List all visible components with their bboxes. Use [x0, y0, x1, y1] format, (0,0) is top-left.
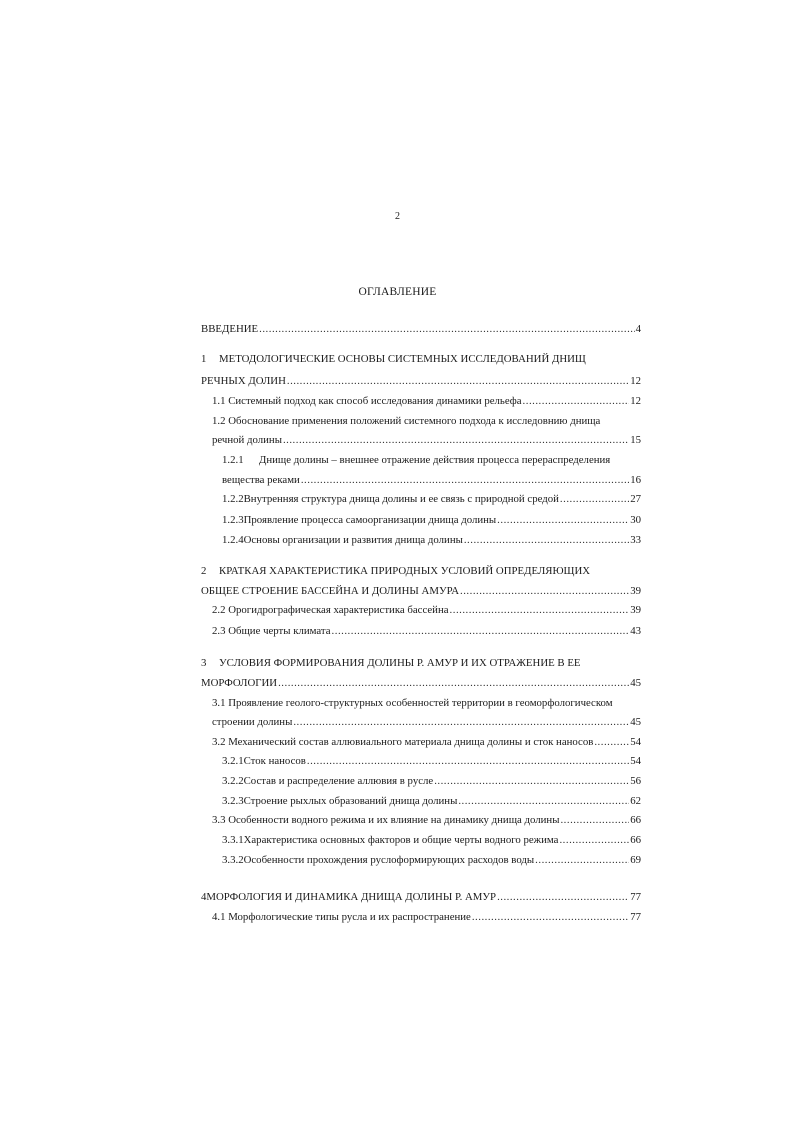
toc-section-3-1-line1[interactable]	[212, 696, 613, 710]
section-title: 4.1 Морфологические типы русла и их распространение	[212, 911, 471, 923]
toc-entry-page: 39	[630, 585, 641, 597]
toc-section-3-1-line2[interactable]	[212, 715, 641, 729]
chapter-title: УСЛОВИЯ ФОРМИРОВАНИЯ ДОЛИНЫ Р. АМУР И ИХ ОТРАЖЕНИЕ В ЕЕ	[219, 657, 581, 669]
toc-section-3-3[interactable]	[212, 813, 641, 827]
subsection-number: 1.2.2	[222, 493, 244, 505]
leader-dots	[458, 794, 629, 808]
toc-entry-page: 30	[630, 514, 641, 526]
toc-entry-page: 56	[630, 775, 641, 787]
leader-dots	[472, 910, 629, 924]
toc-subsection-1-2-2[interactable]	[222, 492, 641, 506]
toc-subsection-1-2-1-line2[interactable]	[222, 473, 641, 487]
subsection-number: 3.2.2	[222, 775, 244, 787]
subsection-number: 3.2.3	[222, 795, 244, 807]
leader-dots	[523, 394, 630, 408]
subsection-title: Характеристика основных факторов и общие черты водного режима	[243, 834, 559, 846]
toc-subsection-1-2-3[interactable]	[222, 513, 641, 527]
subsection-title-cont: вещества реками	[222, 474, 300, 486]
toc-section-1-1[interactable]	[212, 394, 641, 408]
leader-dots	[293, 715, 629, 729]
subsection-title: Основы организации и развития днища долины	[243, 534, 463, 546]
toc-entry-page: 12	[630, 395, 641, 407]
leader-dots	[434, 774, 629, 788]
toc-entry-page: 4	[635, 323, 641, 335]
leader-dots	[450, 603, 630, 617]
toc-entry-page: 43	[630, 625, 641, 637]
toc-entry-page: 77	[630, 911, 641, 923]
toc-entry-page: 66	[630, 814, 641, 826]
chapter-title: КРАТКАЯ ХАРАКТЕРИСТИКА ПРИРОДНЫХ УСЛОВИЙ ОПРЕДЕЛЯЮЩИХ	[219, 565, 591, 577]
leader-dots	[332, 624, 630, 638]
subsection-number: 3.3.1	[222, 834, 244, 846]
chapter-number: 4	[201, 891, 207, 903]
toc-entry-page: 77	[630, 891, 641, 903]
toc-entry-page: 27	[630, 493, 641, 505]
section-title: 2.2 Орогидрографическая характеристика бассейна	[212, 604, 449, 616]
toc-entry-page: 62	[630, 795, 641, 807]
section-title: 3.3 Особенности водного режима и их влияние на динамику днища долины	[212, 814, 560, 826]
leader-dots	[259, 322, 634, 336]
toc-entry-page: 45	[630, 677, 641, 689]
leader-dots	[497, 513, 629, 527]
chapter-title-cont: МОРФОЛОГИИ	[201, 677, 278, 689]
toc-entry-page: 54	[630, 736, 641, 748]
toc-title: ОГЛАВЛЕНИЕ	[358, 286, 437, 298]
section-title-cont: речной долины	[212, 434, 282, 446]
leader-dots	[560, 492, 629, 506]
toc-subsection-3-2-3[interactable]	[222, 794, 641, 808]
chapter-title: МОРФОЛОГИЯ И ДИНАМИКА ДНИЩА ДОЛИНЫ Р. АМУР	[206, 891, 497, 903]
section-title: 1.2 Обоснование применения положений системного подхода к исследовнию днища	[212, 415, 601, 427]
toc-section-1-2-line2[interactable]	[212, 433, 641, 447]
subsection-title: Внутренняя структура днища долины и ее связь с природной средой	[243, 493, 559, 505]
toc-chapter-4[interactable]	[201, 890, 641, 904]
leader-dots	[278, 676, 629, 690]
toc-chapter-2-line1[interactable]	[201, 564, 590, 578]
toc-chapter-1-line2[interactable]	[201, 374, 641, 388]
leader-dots	[287, 374, 629, 388]
leader-dots	[464, 533, 629, 547]
subsection-number: 3.3.2	[222, 854, 244, 866]
subsection-title: Особенности прохождения руслоформирующих расходов воды	[243, 854, 535, 866]
toc-section-3-2[interactable]	[212, 735, 641, 749]
leader-dots	[460, 584, 629, 598]
subsection-title: Строение рыхлых образований днища долины	[243, 795, 458, 807]
leader-dots	[497, 890, 629, 904]
leader-dots	[307, 754, 629, 768]
subsection-number: 1.2.1	[222, 454, 244, 466]
toc-entry-page: 33	[630, 534, 641, 546]
toc-section-1-2-line1[interactable]	[212, 414, 600, 428]
toc-section-2-2[interactable]	[212, 603, 641, 617]
toc-entry-page: 12	[630, 375, 641, 387]
toc-entry-page: 39	[630, 604, 641, 616]
section-title: 3.2 Механический состав аллювиального материала днища долины и сток наносов	[212, 736, 594, 748]
toc-chapter-3-line1[interactable]	[201, 656, 581, 670]
toc-subsection-1-2-4[interactable]	[222, 533, 641, 547]
toc-subsection-3-2-2[interactable]	[222, 774, 641, 788]
chapter-number: 2	[201, 565, 207, 577]
toc-section-4-1[interactable]	[212, 910, 641, 924]
toc-subsection-3-3-2[interactable]	[222, 853, 641, 867]
subsection-number: 1.2.3	[222, 514, 244, 526]
page-number: 2	[395, 211, 400, 222]
chapter-title: МЕТОДОЛОГИЧЕСКИЕ ОСНОВЫ СИСТЕМНЫХ ИССЛЕДОВАНИЙ ДНИЩ	[219, 353, 586, 365]
leader-dots	[283, 433, 629, 447]
toc-entry-page: 69	[630, 854, 641, 866]
subsection-title: Днище долины – внешнее отражение действия процесса перераспределения	[259, 454, 611, 466]
leader-dots	[301, 473, 629, 487]
toc-entry-page: 66	[630, 834, 641, 846]
toc-chapter-2-line2[interactable]	[201, 584, 641, 598]
chapter-number: 3	[201, 657, 207, 669]
section-title: 3.1 Проявление геолого-структурных особенностей территории в геоморфологическом	[212, 697, 613, 709]
toc-subsection-3-2-1[interactable]	[222, 754, 641, 768]
section-title-cont: строении долины	[212, 716, 293, 728]
toc-entry-intro[interactable]	[201, 322, 641, 336]
section-title: 2.3 Общие черты климата	[212, 625, 331, 637]
leader-dots	[594, 735, 629, 749]
chapter-title-cont: РЕЧНЫХ ДОЛИН	[201, 375, 286, 387]
toc-entry-page: 54	[630, 755, 641, 767]
chapter-number: 1	[201, 353, 207, 365]
leader-dots	[535, 853, 629, 867]
section-title: 1.1 Системный подход как способ исследования динамики рельефа	[212, 395, 522, 407]
toc-entry-title: ВВЕДЕНИЕ	[201, 323, 259, 335]
toc-entry-page: 16	[630, 474, 641, 486]
toc-subsection-3-3-1[interactable]	[222, 833, 641, 847]
subsection-number: 1.2.4	[222, 534, 244, 546]
leader-dots	[559, 833, 629, 847]
subsection-title: Проявление процесса самоорганизации днища долины	[243, 514, 497, 526]
subsection-title: Сток наносов	[243, 755, 306, 767]
toc-entry-page: 15	[630, 434, 641, 446]
subsection-title: Состав и распределение аллювия в русле	[243, 775, 434, 787]
toc-chapter-1-line1[interactable]	[201, 352, 586, 366]
chapter-title-cont: ОБЩЕЕ СТРОЕНИЕ БАССЕЙНА И ДОЛИНЫ АМУРА	[201, 585, 460, 597]
toc-entry-page: 45	[630, 716, 641, 728]
toc-subsection-1-2-1-line1[interactable]	[222, 453, 610, 467]
toc-section-2-3[interactable]	[212, 624, 641, 638]
leader-dots	[560, 813, 629, 827]
subsection-number: 3.2.1	[222, 755, 244, 767]
toc-chapter-3-line2[interactable]	[201, 676, 641, 690]
